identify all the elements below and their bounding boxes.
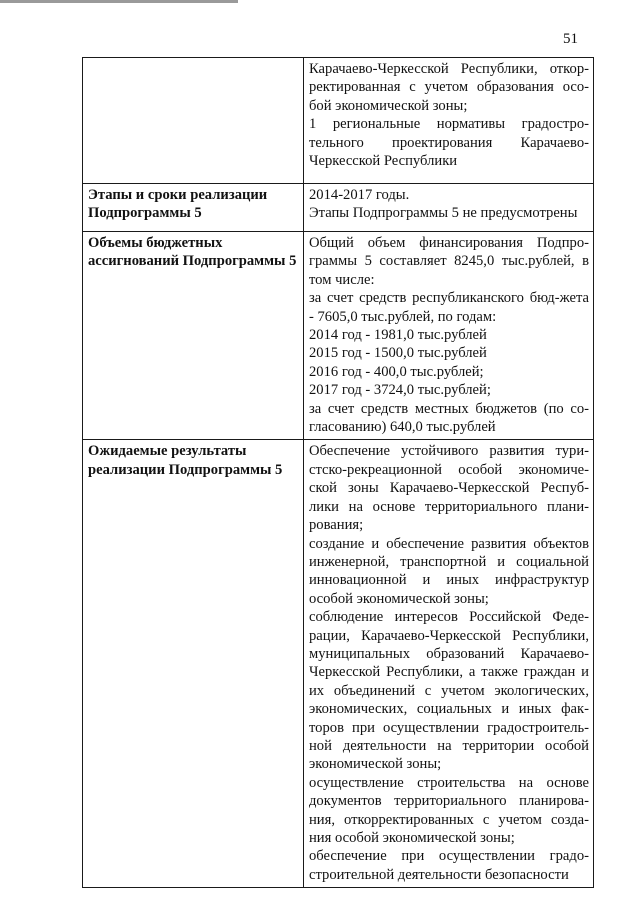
value-line: 2014-2017 годы.: [309, 187, 410, 203]
value-line: за счет средств республиканского бюд-жета - 7605,0 тыс.рублей, по годам:: [309, 290, 589, 325]
value-line: Карачаево-Черкесской Республики, откор-ректированная с учетом образования осо-бой экономической зоны;: [309, 61, 589, 114]
row-label: Объемы бюджетных ассигнований Подпрограммы 5: [83, 232, 304, 440]
table-row: [83, 58, 594, 184]
value-line: осуществление строительства на основе документов территориального планирова-ния, откорректированных с учетом созда-ния особой экономической зоны;: [309, 774, 589, 846]
value-line: Общий объем финансирования Подпро-граммы 5 составляет 8245,0 тыс.рублей, в том числе:: [309, 235, 589, 288]
value-line: 1 региональные нормативы градостро-тельного проектирования Карачаево-Черкесской Республики: [309, 116, 589, 170]
value-line: Обеспечение устойчивого развития тури-стско-рекреационной особой экономиче-ской зоны Карачаево-Черкесской Респуб-лики на основе территориального плани-рования;: [309, 443, 589, 534]
table-row: [83, 232, 594, 440]
value-line: обеспечение при осуществлении градо-строительной деятельности безопасности: [309, 848, 589, 883]
row-value: [304, 184, 594, 232]
page-number: 51: [563, 31, 578, 47]
row-label: Ожидаемые результаты реализации Подпрограммы 5: [83, 440, 304, 888]
row-value: [304, 58, 594, 184]
value-line: создание и обеспечение развития объектов инженерной, транспортной и социальной инновационной и иных инфраструктур особой экономической зоны;: [309, 535, 589, 607]
row-label: Этапы и сроки реализации Подпрограммы 5: [83, 184, 304, 232]
passport-table: [82, 57, 594, 888]
value-line: 2015 год - 1500,0 тыс.рублей: [309, 345, 487, 362]
table-row: [83, 184, 594, 232]
value-line: за счет средств местных бюджетов (по со-гласованию) 640,0 тыс.рублей: [309, 400, 589, 436]
scan-edge-mark: [0, 0, 238, 3]
value-line: 2016 год - 400,0 тыс.рублей;: [309, 363, 484, 380]
value-line: 2017 год - 3724,0 тыс.рублей;: [309, 382, 491, 399]
value-line: 2014 год - 1981,0 тыс.рублей: [309, 327, 487, 344]
value-line: Этапы Подпрограммы 5 не предусмотрены: [309, 205, 578, 222]
value-line: соблюдение интересов Российской Феде-рации, Карачаево-Черкесской Республики, муниципальных образований Карачаево-Черкесской Республики, а также граждан и их объединений с учетом экологических, экономических, социальных и иных фак-торов при осуществлении градостроитель-ной деятельности на территории особой экономической зоны;: [309, 609, 589, 773]
row-label: [83, 58, 304, 184]
row-value: [304, 440, 594, 888]
row-value: [304, 232, 594, 440]
table-row: [83, 440, 594, 888]
